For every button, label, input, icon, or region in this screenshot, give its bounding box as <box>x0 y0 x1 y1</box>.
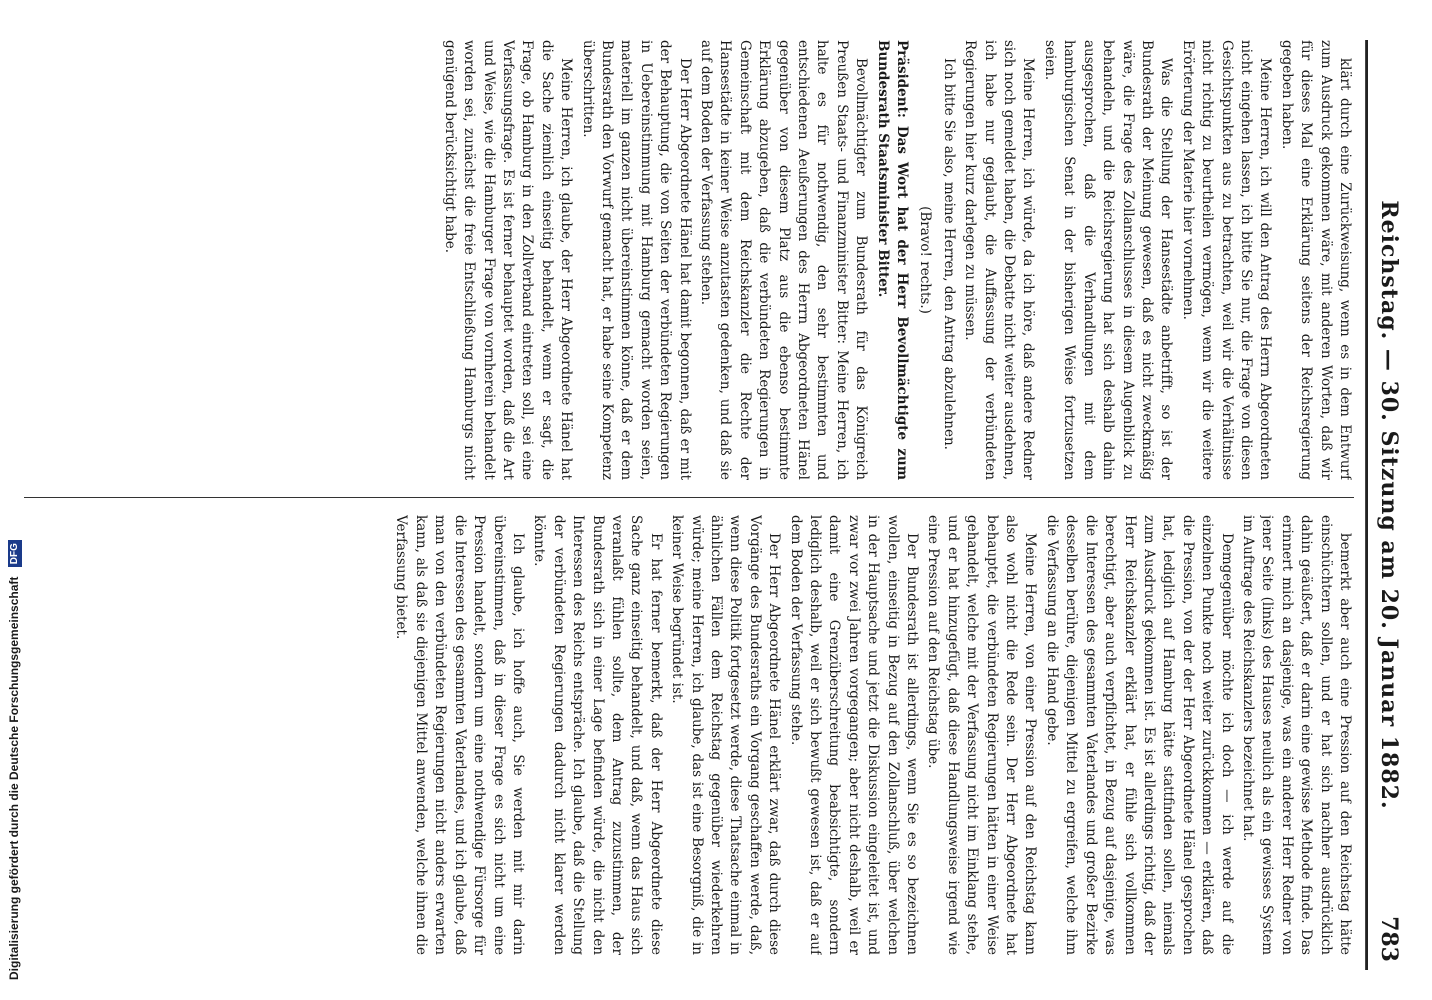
paragraph: bemerkt aber auch eine Pression auf den Reichstag hätte einschüchtern sollen, und er hat sich nachher ausdrücklich dahin geäußert, daß er darin eine gewisse Methode finde. Das erinnert mich an dasjenige, was ein anderer Herr Redner von jener Seite (links) des Hauses neulich als ein gewisses System im Auftrage des Reichskanzlers bezeichnet hat. <box>1239 515 1353 955</box>
stage-direction: (Bravo! rechts.) <box>917 206 934 314</box>
paragraph: klärt durch eine Zurückweisung, wenn es in dem Entwurf zum Ausdruck gekommen wäre, mit anderen Worten, daß wir für dieses Mal eine Erklärung seitens der Reichsregierung gegeben haben. <box>1278 40 1353 480</box>
header-rule <box>1365 40 1366 970</box>
paragraph: Der Herr Abgeordnete Hänel hat damit begonnen, daß er mit der Behauptung, die von Seiten der verbündeten Regierungen in Uebereinstimmung mit Hamburg gemacht worden seien, materiell im ganzen nicht übereinstimmen könne, daß er dem Bundesrath den Vorwurf gemacht hat, er habe seine Kompetenz überschritten. <box>579 40 693 480</box>
dfg-logo: DFG <box>8 540 22 567</box>
paragraph: Ich bitte Sie also, meine Herren, den Antrag abzulehnen. <box>940 58 957 450</box>
paragraph: Meine Herren, von einer Pression auf den Reichstag kann also wohl nicht die Rede sein. Der Herr Abgeordnete hat behauptet, die verbündeten Regierungen hätten in einer Weise gehandelt, welche mit der Verfassung nicht im Einklang stehe, und er hat hinzugefügt, daß diese Handlungsweise irgend wie eine Pression auf den Reichstag übe. <box>925 515 1039 955</box>
page-number: 783 <box>1376 916 1402 962</box>
running-head: Reichstag. — 30. Sitzung am 20. Januar 1882. <box>1376 200 1402 810</box>
text-column-left <box>24 40 1354 480</box>
paragraph: Meine Herren, ich würde, da ich höre, daß andere Redner sich noch gemeldet haben, die Debatte nicht weiter ausdehnen, ich habe nur geglaubt, die Auffassung der verbündeten Regierungen hier kurz darlegen zu müssen. <box>962 40 1037 480</box>
text-column-right <box>24 515 1354 955</box>
paragraph: Was die Stellung der Hansestädte anbetrifft, so ist der Bundesrath der Meinung gewesen, daß es nicht zweckmäßig wäre, die Frage des Zollanschlusses in diesem Augenblick zu behandeln, und die Reichsregierung hat sich deshalb dahin ausgesprochen, daß die Verhandlungen mit dem hamburgischen Senat in der bisherigen Weise fortzusetzen seien. <box>1041 40 1175 480</box>
paragraph: Meine Herren, ich will den Antrag des Herrn Abgeordneten nicht eingehen lassen, ich bitte Sie nur, die Frage von diesen Gesichtspunkten aus zu betrachten, weil wir die Verhältnisse nicht richtig zu beurtheilen vermögen, wenn wir die weitere Erörterung der Materie hier vornehmen. <box>1179 40 1274 480</box>
speaker-paragraph: Präsident: Das Wort hat der Herr Bevollmächtigte zum Bundesrath Staatsminister Bitter. <box>874 40 911 480</box>
paragraph: Meine Herren, ich glaube, der Herr Abgeordnete Hänel hat die Sache ziemlich einseitig behandelt, wenn er sagt, die Frage, ob Hamburg in den Zollverband eintreten soll, sei eine Verfassungsfrage. Es ist ferner behauptet worden, daß die Art und Weise, wie die Hamburger Frage von vornherein behandelt worden sei, zunächst die freie Entschließung Hamburgs nicht genügend berücksichtigt habe. <box>441 40 575 480</box>
paragraph: Der Herr Abgeordnete Hänel erklärt zwar, daß durch diese Vorgänge des Bundesraths ein Vorgang geschaffen werde, daß, wenn diese Politik fortgesetzt werde, diese Thatsache einmal in ähnlichen Fällen dem Reichstag gegenüber wiederkehren würde; meine Herren, ich glaube, das ist eine Besorgniß, die in keiner Weise begründet ist. <box>669 515 783 955</box>
column-separator <box>24 497 1354 498</box>
paragraph: Bevollmächtigter zum Bundesrath für das Königreich Preußen Staats- und Finanzminister Bitter: Meine Herren, ich halte es für nothwendig, den sehr bestimmten und entschiedenen Aeußerungen des Herrn Abgeordneten Hänel gegenüber von diesem Platz aus die ebenso bestimmte Erklärung abzugeben, daß die verbündeten Regierungen in Gemeinschaft mit dem Reichskanzler die Rechte der Hansestädte in keiner Weise anzutasten gedenken, und daß sie auf dem Boden der Verfassung stehen. <box>698 40 870 480</box>
digitization-note: Digitalisierung gefördert durch die Deutsche Forschungsgemeinschaft <box>7 576 21 980</box>
paragraph: Der Bundesrath ist allerdings, wenn Sie es so bezeichnen wollen, einseitig in Bezug auf den Zollanschluß, über welchen in der Hauptsache und jetzt die Diskussion eingeleitet ist, und zwar vor zwei Jahren vorgegangen; aber nicht deshalb, weil er damit eine Grenzüberschreitung beabsichtigte, sondern lediglich deshalb, weil er sich bewußt gewesen ist, daß er auf dem Boden der Verfassung stehe. <box>787 515 921 955</box>
paragraph: Ich glaube, ich hoffe auch, Sie werden mit mir darin übereinstimmen, daß in dieser Frage es sich nicht um eine Pression handelt, sondern um eine nothwendige Fürsorge für die Interessen des gesammten Vaterlandes, und ich glaube, daß man von den verbündeten Regierungen nicht anders erwarten kann, als daß sie diejenigen Mittel anwenden, welche ihnen die Verfassung bietet. <box>393 515 526 955</box>
paragraph: Demgegenüber möchte ich doch — ich werde auf die einzelnen Punkte noch weiter zurückkommen — erklären, daß die Pression, von der der Herr Abgeordnete Hänel gesprochen hat, lediglich auf Hamburg hätte stattfinden sollen, niemals zum Ausdruck gekommen ist. Es ist allerdings richtig, daß der Herr Reichskanzler erklärt hat, er fühle sich vollkommen berechtigt, aber auch verpflichtet, in Bezug auf dasjenige, was die Interessen des gesammten Vaterlandes und großer Bezirke desselben berühre, diejenigen Mittel zu ergreifen, welche ihm die Verfassung an die Hand gebe. <box>1043 515 1235 955</box>
page-header <box>1366 40 1404 970</box>
paragraph: Er hat ferner bemerkt, daß der Herr Abgeordnete diese Sache ganz einseitig behandelt, und daß, wenn das Haus sich veranlaßt fühlen sollte, dem Antrag zuzustimmen, der Bundesrath sich in einer Lage befinden würde, die nicht den Interessen des Reichs entspräche. Ich glaube, daß die Stellung der verbündeten Regierungen dadurch nicht klarer werden könnte. <box>531 515 664 955</box>
